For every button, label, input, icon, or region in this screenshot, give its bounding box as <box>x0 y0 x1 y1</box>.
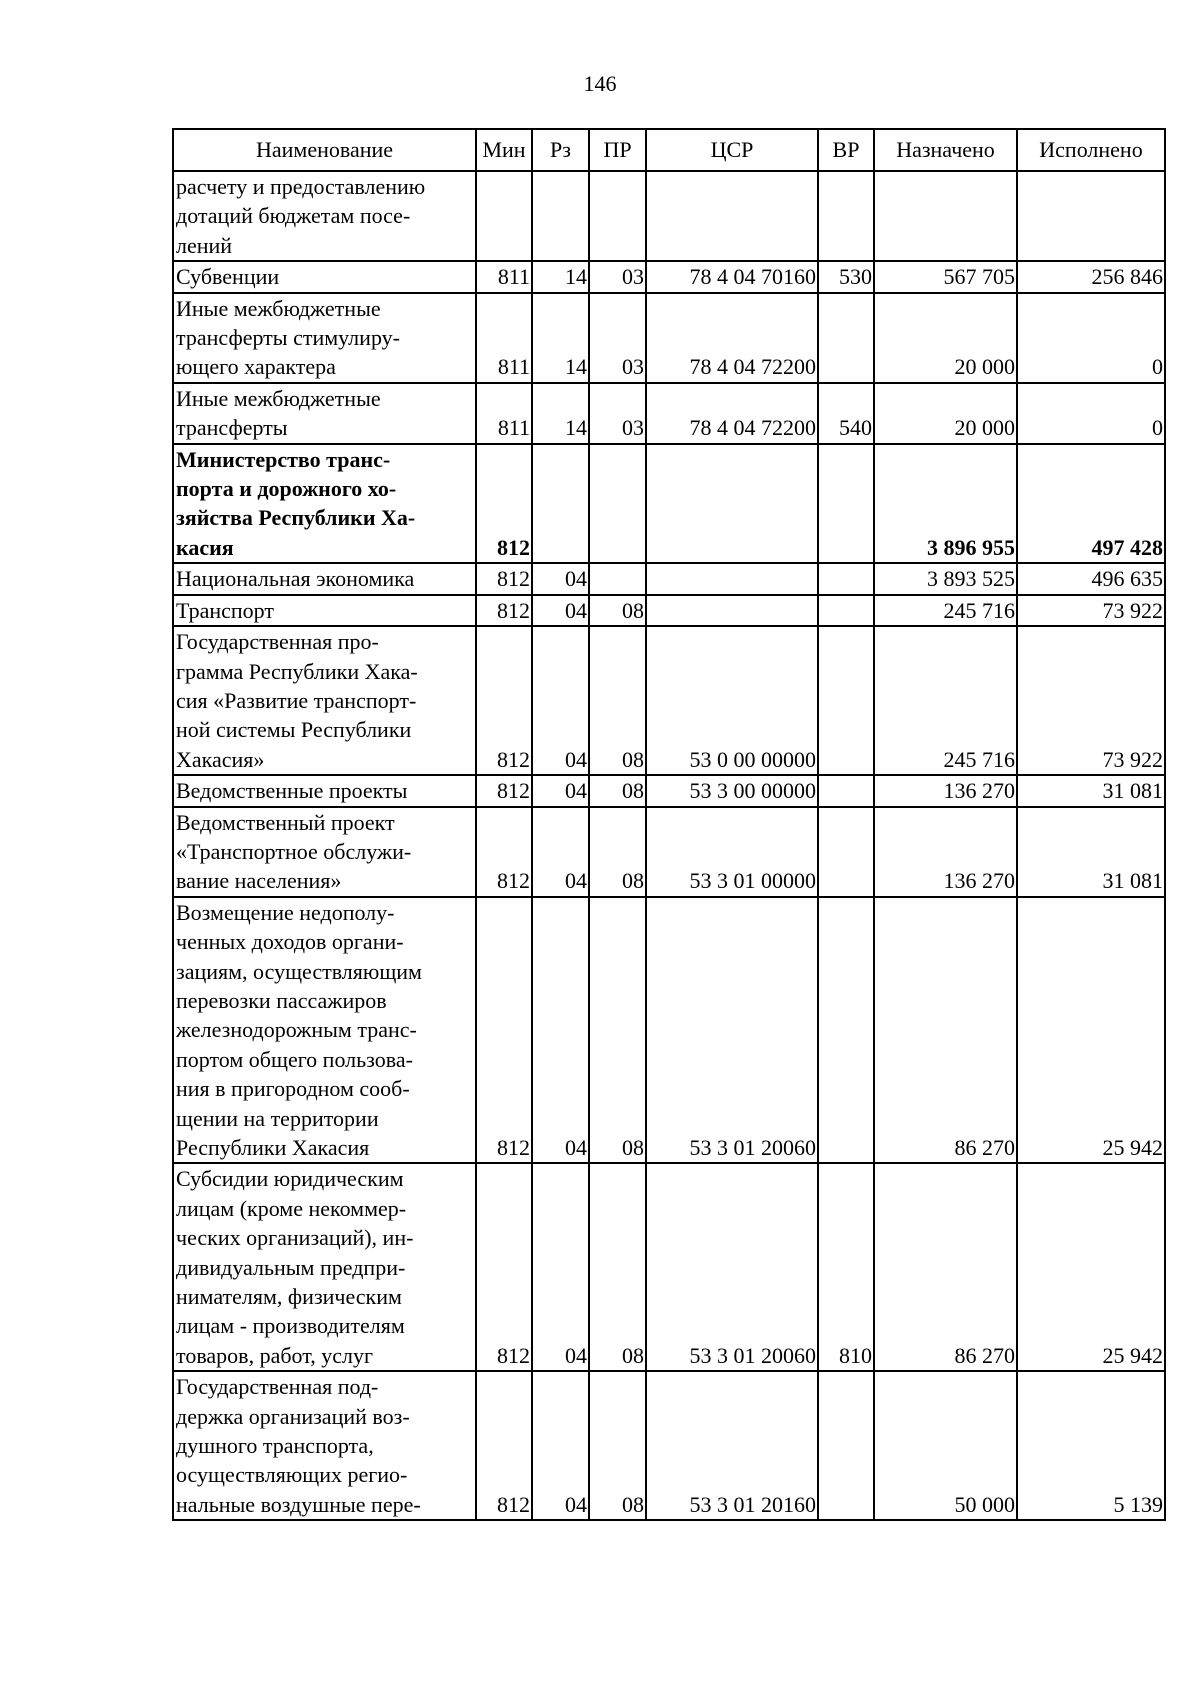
cell-executed: 0 <box>1017 383 1165 444</box>
cell-min: 812 <box>476 897 532 1164</box>
cell-name <box>173 261 476 292</box>
cell-csr <box>646 563 818 594</box>
cell-min: 812 <box>476 1371 532 1520</box>
cell-pr: 08 <box>589 775 646 806</box>
cell-vr: 530 <box>818 261 874 292</box>
cell-csr <box>646 595 818 626</box>
cell-assigned: 136 270 <box>874 775 1017 806</box>
cell-executed <box>1017 171 1165 261</box>
cell-name-line: ческих организаций), ин- <box>176 1225 414 1251</box>
cell-min <box>476 171 532 261</box>
cell-executed: 73 922 <box>1017 626 1165 775</box>
table-row <box>173 444 1165 564</box>
table-row <box>173 1163 1165 1371</box>
cell-name-line: железнодорожным транс- <box>176 1017 417 1043</box>
cell-assigned: 245 716 <box>874 626 1017 775</box>
cell-vr <box>818 595 874 626</box>
cell-vr <box>818 897 874 1164</box>
page-number: 146 <box>583 71 617 96</box>
cell-assigned: 20 000 <box>874 383 1017 444</box>
cell-rz: 04 <box>532 1371 589 1520</box>
header-rz: Рз <box>532 129 589 171</box>
cell-name-line: Государственная под- <box>176 1374 379 1400</box>
cell-min: 812 <box>476 626 532 775</box>
cell-assigned: 50 000 <box>874 1371 1017 1520</box>
table-row <box>173 383 1165 444</box>
cell-executed: 0 <box>1017 293 1165 383</box>
cell-name-line: Государственная про- <box>176 629 379 655</box>
cell-pr: 08 <box>589 897 646 1164</box>
cell-name <box>173 626 476 775</box>
cell-vr <box>818 563 874 594</box>
cell-name-line: сия «Развитие транспорт- <box>176 687 417 713</box>
cell-executed: 496 635 <box>1017 563 1165 594</box>
cell-csr <box>646 444 818 564</box>
cell-csr: 53 3 01 00000 <box>646 807 818 897</box>
cell-name-line: лицам - производителям <box>176 1313 405 1339</box>
cell-pr: 08 <box>589 1163 646 1371</box>
cell-csr: 78 4 04 70160 <box>646 261 818 292</box>
table-row <box>173 807 1165 897</box>
cell-executed: 31 081 <box>1017 807 1165 897</box>
cell-name <box>173 897 476 1164</box>
cell-executed: 25 942 <box>1017 1163 1165 1371</box>
cell-csr: 53 3 01 20060 <box>646 1163 818 1371</box>
cell-executed: 31 081 <box>1017 775 1165 806</box>
cell-vr: 810 <box>818 1163 874 1371</box>
cell-vr <box>818 626 874 775</box>
cell-name-line: Министерство транс- <box>176 446 391 472</box>
cell-name-line: держка организаций воз- <box>176 1403 410 1429</box>
cell-name <box>173 1371 476 1520</box>
table-row <box>173 171 1165 261</box>
cell-name-line: Возмещение недополу- <box>176 899 395 925</box>
cell-min: 812 <box>476 807 532 897</box>
cell-name-line: Ведомственный проект <box>176 809 395 835</box>
header-assigned: Назначено <box>874 129 1017 171</box>
cell-assigned: 86 270 <box>874 1163 1017 1371</box>
cell-vr <box>818 171 874 261</box>
cell-pr <box>589 171 646 261</box>
cell-pr: 08 <box>589 807 646 897</box>
cell-vr <box>818 807 874 897</box>
cell-rz: 04 <box>532 595 589 626</box>
cell-rz: 14 <box>532 383 589 444</box>
cell-assigned: 3 896 955 <box>874 444 1017 564</box>
cell-executed: 497 428 <box>1017 444 1165 564</box>
cell-csr <box>646 171 818 261</box>
table-row <box>173 1371 1165 1520</box>
cell-min: 812 <box>476 595 532 626</box>
header-name: Наименование <box>173 129 476 171</box>
header-csr: ЦСР <box>646 129 818 171</box>
cell-name <box>173 171 476 261</box>
cell-name <box>173 444 476 564</box>
cell-assigned: 567 705 <box>874 261 1017 292</box>
cell-name <box>173 775 476 806</box>
cell-name-line: нимателям, физическим <box>176 1284 402 1310</box>
cell-pr: 08 <box>589 595 646 626</box>
cell-name-line: лицам (кроме некоммер- <box>176 1195 407 1221</box>
cell-name-line: нальные воздушные пере- <box>176 1491 421 1517</box>
cell-name-line: душного транспорта, <box>176 1433 374 1459</box>
cell-name-line: ющего характера <box>176 354 336 380</box>
cell-name-line: портом общего пользова- <box>176 1046 413 1072</box>
cell-vr <box>818 1371 874 1520</box>
cell-name-line: Транспорт <box>176 597 275 623</box>
cell-name-line: Национальная экономика <box>176 566 415 592</box>
cell-name-line: товаров, работ, услуг <box>176 1342 373 1368</box>
cell-name-line: касия <box>176 534 234 560</box>
cell-min: 812 <box>476 775 532 806</box>
cell-name-line: лений <box>176 232 233 258</box>
table-row <box>173 775 1165 806</box>
cell-min: 811 <box>476 293 532 383</box>
cell-name-line: ченных доходов органи- <box>176 929 404 955</box>
cell-pr <box>589 444 646 564</box>
table-row <box>173 563 1165 594</box>
cell-assigned: 3 893 525 <box>874 563 1017 594</box>
cell-name <box>173 383 476 444</box>
cell-name-line: дотаций бюджетам посе- <box>176 203 411 229</box>
cell-name-line: ния в пригородном сооб- <box>176 1076 410 1102</box>
cell-csr: 78 4 04 72200 <box>646 293 818 383</box>
cell-csr: 53 0 00 00000 <box>646 626 818 775</box>
cell-rz <box>532 171 589 261</box>
cell-name-line: расчету и предоставлению <box>176 174 426 199</box>
cell-name-line: Субвенции <box>176 264 280 290</box>
table-row <box>173 897 1165 1164</box>
cell-name-line: Субсидии юридическим <box>176 1166 404 1192</box>
cell-csr: 78 4 04 72200 <box>646 383 818 444</box>
cell-rz: 04 <box>532 626 589 775</box>
cell-rz: 04 <box>532 807 589 897</box>
cell-min: 812 <box>476 1163 532 1371</box>
cell-name-line: трансферты <box>176 415 288 441</box>
header-min: Мин <box>476 129 532 171</box>
cell-name-line: Иные межбюджетные <box>176 295 381 321</box>
table-row <box>173 595 1165 626</box>
cell-vr <box>818 293 874 383</box>
cell-name-line: «Транспортное обслужи- <box>176 838 412 864</box>
cell-name-line: ной системы Республики <box>176 717 412 743</box>
cell-assigned <box>874 171 1017 261</box>
cell-name-line: щении на территории <box>176 1105 379 1131</box>
header-executed: Исполнено <box>1017 129 1165 171</box>
cell-name-line: Республики Хакасия <box>176 1135 370 1160</box>
table-row <box>173 261 1165 292</box>
table-row <box>173 626 1165 775</box>
cell-rz: 04 <box>532 897 589 1164</box>
cell-pr: 08 <box>589 626 646 775</box>
cell-csr: 53 3 01 20160 <box>646 1371 818 1520</box>
cell-name-line: грамма Республики Хака- <box>176 658 418 684</box>
cell-pr: 03 <box>589 293 646 383</box>
budget-table <box>172 128 1166 1521</box>
cell-min: 812 <box>476 563 532 594</box>
cell-vr <box>818 444 874 564</box>
cell-vr <box>818 775 874 806</box>
cell-min: 811 <box>476 261 532 292</box>
cell-min: 811 <box>476 383 532 444</box>
cell-vr: 540 <box>818 383 874 444</box>
cell-name <box>173 293 476 383</box>
cell-executed: 5 139 <box>1017 1371 1165 1520</box>
cell-min: 812 <box>476 444 532 564</box>
header-row <box>173 129 1165 171</box>
cell-rz: 14 <box>532 261 589 292</box>
cell-name-line: зациям, осуществляющим <box>176 958 422 984</box>
cell-name <box>173 1163 476 1371</box>
cell-assigned: 86 270 <box>874 897 1017 1164</box>
cell-csr: 53 3 00 00000 <box>646 775 818 806</box>
cell-name-line: порта и дорожного хо- <box>176 476 397 502</box>
cell-name-line: перевозки пассажиров <box>176 987 387 1013</box>
cell-rz <box>532 444 589 564</box>
cell-name-line: дивидуальным предпри- <box>176 1254 406 1280</box>
cell-name-line: трансферты стимулиру- <box>176 325 400 351</box>
header-pr: ПР <box>589 129 646 171</box>
cell-name-line: Ведомственные проекты <box>176 778 408 804</box>
cell-name-line: осуществляющих регио- <box>176 1462 408 1488</box>
cell-rz: 04 <box>532 775 589 806</box>
cell-name <box>173 563 476 594</box>
cell-csr: 53 3 01 20060 <box>646 897 818 1164</box>
cell-name <box>173 595 476 626</box>
cell-pr <box>589 563 646 594</box>
cell-rz: 04 <box>532 1163 589 1371</box>
table-row <box>173 293 1165 383</box>
header-vr: ВР <box>818 129 874 171</box>
cell-rz: 14 <box>532 293 589 383</box>
cell-executed: 256 846 <box>1017 261 1165 292</box>
cell-assigned: 245 716 <box>874 595 1017 626</box>
cell-pr: 03 <box>589 261 646 292</box>
cell-executed: 25 942 <box>1017 897 1165 1164</box>
table-body <box>173 171 1165 1520</box>
cell-name-line: зяйства Республики Ха- <box>176 505 416 531</box>
cell-pr: 08 <box>589 1371 646 1520</box>
cell-name-line: вание населения» <box>176 868 342 894</box>
cell-assigned: 136 270 <box>874 807 1017 897</box>
cell-executed: 73 922 <box>1017 595 1165 626</box>
cell-name-line: Хакасия» <box>176 746 265 772</box>
cell-pr: 03 <box>589 383 646 444</box>
cell-name <box>173 807 476 897</box>
cell-assigned: 20 000 <box>874 293 1017 383</box>
cell-rz: 04 <box>532 563 589 594</box>
cell-name-line: Иные межбюджетные <box>176 385 381 411</box>
